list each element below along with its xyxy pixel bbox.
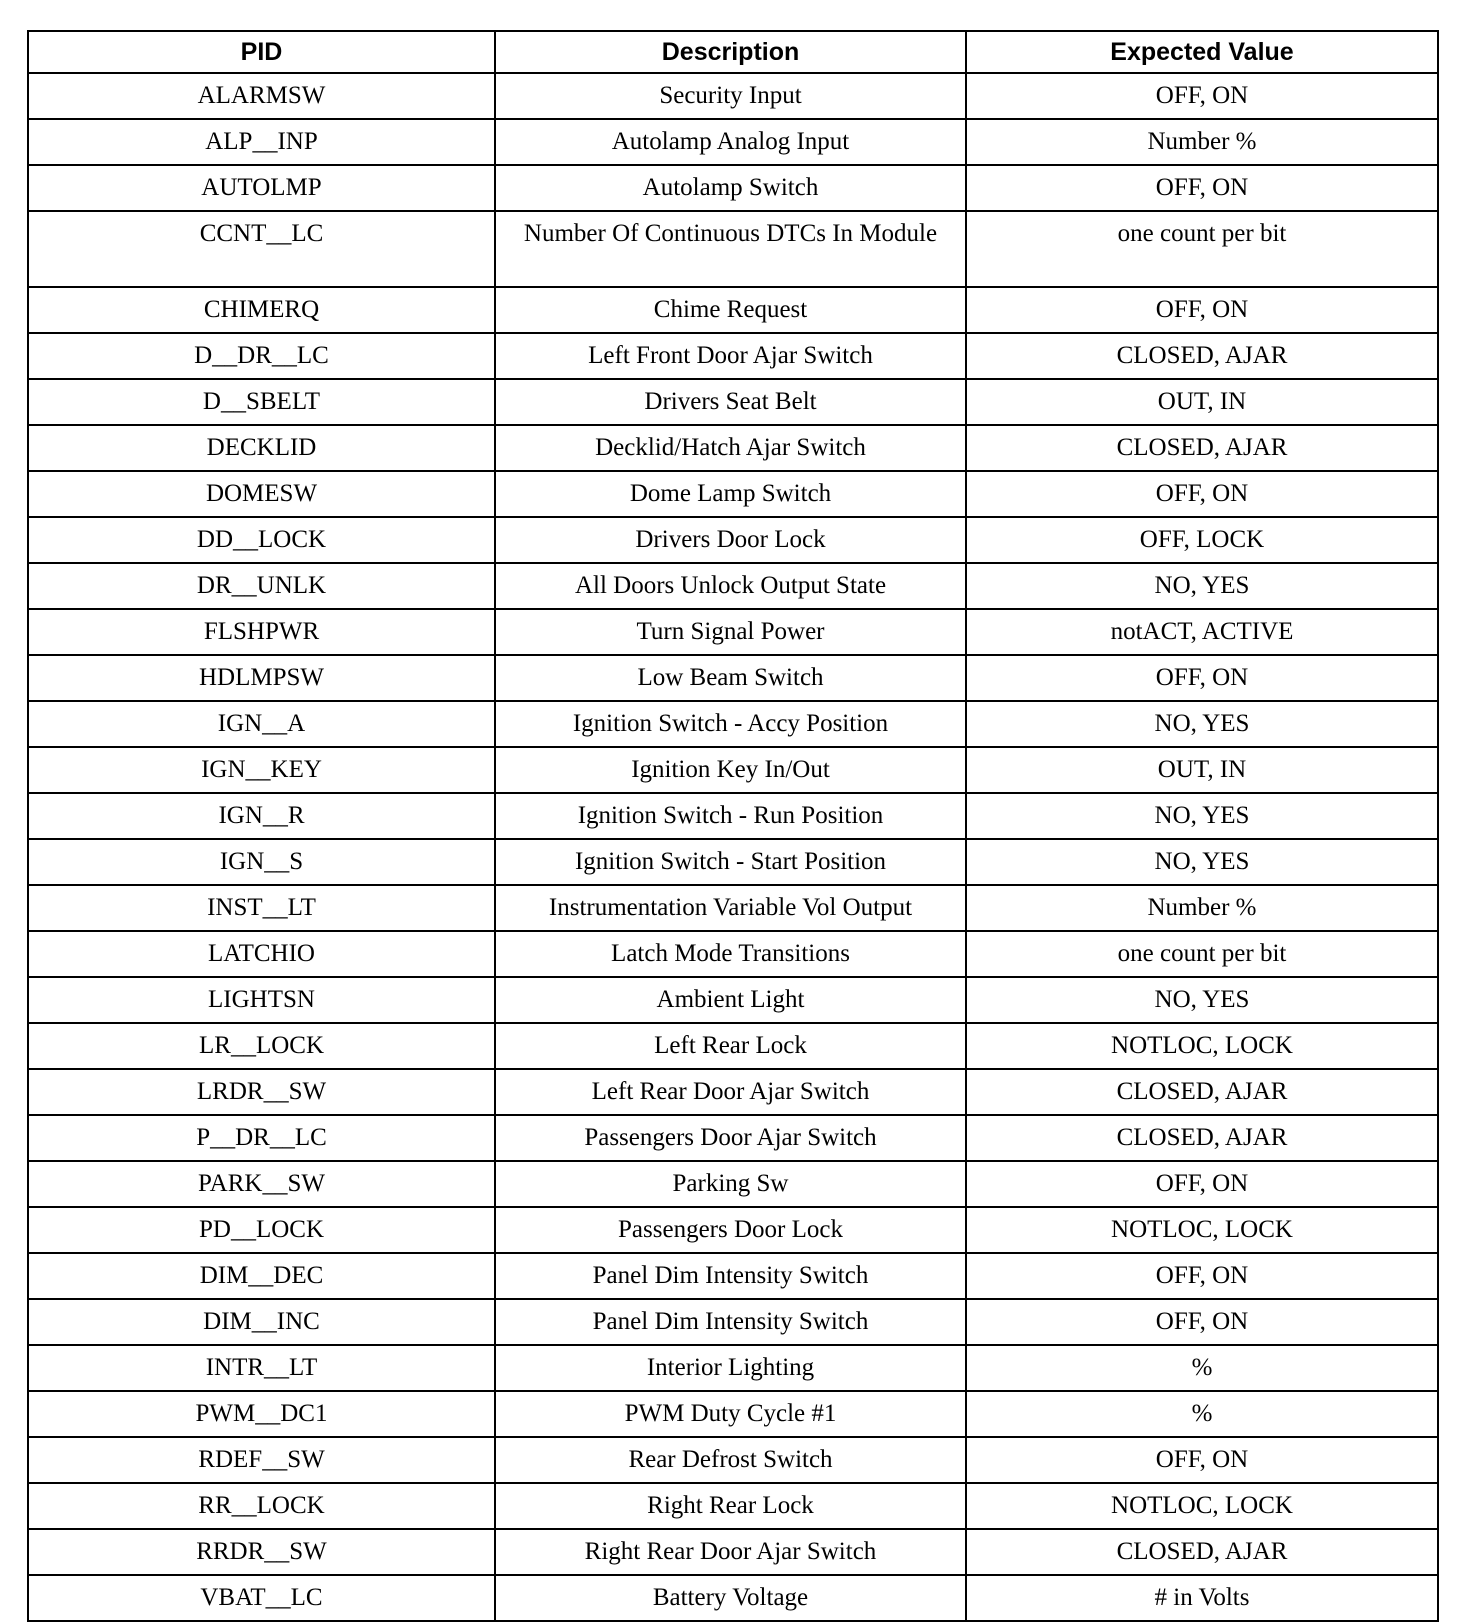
expected-value-cell: # in Volts [966, 1575, 1438, 1621]
pid-cell: ALARMSW [28, 73, 495, 119]
description-cell: Passengers Door Ajar Switch [495, 1115, 966, 1161]
expected-value-cell: OFF, ON [966, 655, 1438, 701]
pid-cell: LRDR__SW [28, 1069, 495, 1115]
expected-value-cell: OFF, ON [966, 1161, 1438, 1207]
description-cell: Autolamp Switch [495, 165, 966, 211]
description-cell: Panel Dim Intensity Switch [495, 1299, 966, 1345]
table-row [28, 1345, 1438, 1391]
description-cell: Latch Mode Transitions [495, 931, 966, 977]
pid-cell: DIM__INC [28, 1299, 495, 1345]
table-body [28, 73, 1438, 1621]
table-row [28, 885, 1438, 931]
pid-cell: DOMESW [28, 471, 495, 517]
expected-value-cell: one count per bit [966, 211, 1438, 287]
pid-cell: RDEF__SW [28, 1437, 495, 1483]
expected-value-cell: notACT, ACTIVE [966, 609, 1438, 655]
pid-cell: ALP__INP [28, 119, 495, 165]
description-cell: Drivers Seat Belt [495, 379, 966, 425]
description-cell: Right Rear Lock [495, 1483, 966, 1529]
expected-value-cell: OFF, ON [966, 165, 1438, 211]
pid-cell: HDLMPSW [28, 655, 495, 701]
table-row [28, 379, 1438, 425]
description-cell: Panel Dim Intensity Switch [495, 1253, 966, 1299]
table-row [28, 1299, 1438, 1345]
table-row [28, 1391, 1438, 1437]
pid-cell: DIM__DEC [28, 1253, 495, 1299]
expected-value-cell: CLOSED, AJAR [966, 1529, 1438, 1575]
pid-cell: RR__LOCK [28, 1483, 495, 1529]
pid-cell: INST__LT [28, 885, 495, 931]
expected-value-cell: OFF, ON [966, 1299, 1438, 1345]
pid-cell: IGN__S [28, 839, 495, 885]
description-cell: Battery Voltage [495, 1575, 966, 1621]
description-cell: Number Of Continuous DTCs In Module [495, 211, 966, 287]
description-cell: Instrumentation Variable Vol Output [495, 885, 966, 931]
table-row [28, 793, 1438, 839]
expected-value-cell: OFF, ON [966, 287, 1438, 333]
description-cell: Ambient Light [495, 977, 966, 1023]
expected-value-cell: Number % [966, 119, 1438, 165]
table-row [28, 1437, 1438, 1483]
header-expected-value: Expected Value [966, 31, 1438, 73]
table-row [28, 425, 1438, 471]
table-row [28, 701, 1438, 747]
pid-cell: CCNT__LC [28, 211, 495, 287]
pid-cell: IGN__R [28, 793, 495, 839]
description-cell: Ignition Switch - Accy Position [495, 701, 966, 747]
table-row [28, 1207, 1438, 1253]
header-description: Description [495, 31, 966, 73]
pid-cell: VBAT__LC [28, 1575, 495, 1621]
table-row [28, 839, 1438, 885]
expected-value-cell: OUT, IN [966, 379, 1438, 425]
pid-cell: PD__LOCK [28, 1207, 495, 1253]
pid-cell: D__SBELT [28, 379, 495, 425]
pid-cell: INTR__LT [28, 1345, 495, 1391]
expected-value-cell: NOTLOC, LOCK [966, 1483, 1438, 1529]
table-row [28, 1161, 1438, 1207]
expected-value-cell: % [966, 1391, 1438, 1437]
table-row [28, 211, 1438, 287]
expected-value-cell: NO, YES [966, 977, 1438, 1023]
table-row [28, 609, 1438, 655]
expected-value-cell: NOTLOC, LOCK [966, 1207, 1438, 1253]
description-cell: Passengers Door Lock [495, 1207, 966, 1253]
table-row [28, 333, 1438, 379]
pid-cell: IGN__A [28, 701, 495, 747]
description-cell: Left Rear Door Ajar Switch [495, 1069, 966, 1115]
table-row [28, 1253, 1438, 1299]
expected-value-cell: one count per bit [966, 931, 1438, 977]
pid-cell: PARK__SW [28, 1161, 495, 1207]
expected-value-cell: OFF, ON [966, 471, 1438, 517]
description-cell: Left Front Door Ajar Switch [495, 333, 966, 379]
pid-cell: DD__LOCK [28, 517, 495, 563]
description-cell: Parking Sw [495, 1161, 966, 1207]
table-row [28, 119, 1438, 165]
table-row [28, 1023, 1438, 1069]
table-row [28, 73, 1438, 119]
pid-cell: CHIMERQ [28, 287, 495, 333]
pid-table [27, 30, 1439, 1622]
expected-value-cell: CLOSED, AJAR [966, 333, 1438, 379]
table-row [28, 977, 1438, 1023]
description-cell: Left Rear Lock [495, 1023, 966, 1069]
description-cell: Interior Lighting [495, 1345, 966, 1391]
description-cell: Ignition Key In/Out [495, 747, 966, 793]
pid-cell: RRDR__SW [28, 1529, 495, 1575]
table-header [28, 31, 1438, 73]
expected-value-cell: NO, YES [966, 793, 1438, 839]
description-cell: All Doors Unlock Output State [495, 563, 966, 609]
table-row [28, 517, 1438, 563]
description-cell: Ignition Switch - Run Position [495, 793, 966, 839]
expected-value-cell: NO, YES [966, 701, 1438, 747]
expected-value-cell: NOTLOC, LOCK [966, 1023, 1438, 1069]
expected-value-cell: OUT, IN [966, 747, 1438, 793]
table-row [28, 1115, 1438, 1161]
table-row [28, 747, 1438, 793]
description-cell: Decklid/Hatch Ajar Switch [495, 425, 966, 471]
pid-cell: PWM__DC1 [28, 1391, 495, 1437]
table-row [28, 563, 1438, 609]
table-row [28, 1575, 1438, 1621]
pid-cell: DECKLID [28, 425, 495, 471]
table-row [28, 1529, 1438, 1575]
pid-cell: AUTOLMP [28, 165, 495, 211]
pid-cell: LIGHTSN [28, 977, 495, 1023]
expected-value-cell: NO, YES [966, 563, 1438, 609]
expected-value-cell: CLOSED, AJAR [966, 425, 1438, 471]
description-cell: Autolamp Analog Input [495, 119, 966, 165]
pid-cell: D__DR__LC [28, 333, 495, 379]
table-row [28, 1069, 1438, 1115]
table-row [28, 165, 1438, 211]
description-cell: Ignition Switch - Start Position [495, 839, 966, 885]
pid-cell: LR__LOCK [28, 1023, 495, 1069]
header-pid: PID [28, 31, 495, 73]
description-cell: Drivers Door Lock [495, 517, 966, 563]
table-row [28, 655, 1438, 701]
header-row [28, 31, 1438, 73]
expected-value-cell: % [966, 1345, 1438, 1391]
expected-value-cell: CLOSED, AJAR [966, 1069, 1438, 1115]
table-row [28, 931, 1438, 977]
pid-cell: LATCHIO [28, 931, 495, 977]
description-cell: Security Input [495, 73, 966, 119]
pid-cell: DR__UNLK [28, 563, 495, 609]
description-cell: Low Beam Switch [495, 655, 966, 701]
description-cell: PWM Duty Cycle #1 [495, 1391, 966, 1437]
pid-cell: P__DR__LC [28, 1115, 495, 1161]
pid-cell: IGN__KEY [28, 747, 495, 793]
table-row [28, 471, 1438, 517]
expected-value-cell: OFF, ON [966, 1253, 1438, 1299]
expected-value-cell: OFF, ON [966, 1437, 1438, 1483]
description-cell: Chime Request [495, 287, 966, 333]
pid-cell: FLSHPWR [28, 609, 495, 655]
expected-value-cell: CLOSED, AJAR [966, 1115, 1438, 1161]
expected-value-cell: Number % [966, 885, 1438, 931]
expected-value-cell: OFF, ON [966, 73, 1438, 119]
expected-value-cell: OFF, LOCK [966, 517, 1438, 563]
description-cell: Rear Defrost Switch [495, 1437, 966, 1483]
description-cell: Turn Signal Power [495, 609, 966, 655]
expected-value-cell: NO, YES [966, 839, 1438, 885]
description-cell: Right Rear Door Ajar Switch [495, 1529, 966, 1575]
description-cell: Dome Lamp Switch [495, 471, 966, 517]
table-row [28, 287, 1438, 333]
